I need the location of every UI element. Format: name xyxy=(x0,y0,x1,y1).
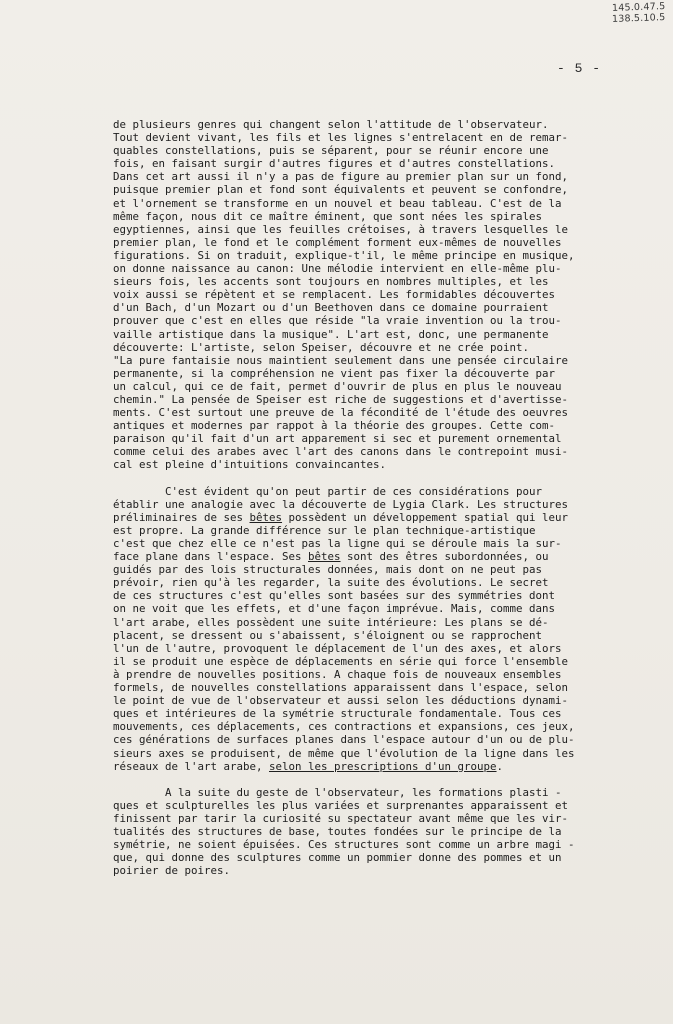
text-line: ques et sculpturelles les plus variées et surprenantes apparaissent et xyxy=(113,798,569,812)
text-line: finissent par tarir la curiosité su spectateur avant même que les vir- xyxy=(113,811,569,825)
paragraph-2 xyxy=(113,485,643,773)
paragraph-3 xyxy=(113,786,643,878)
text-line: d'un Bach, d'un Mozart ou d'un Beethoven dans ce domaine pourraient xyxy=(113,301,549,315)
text-line: poirier de poires. xyxy=(113,864,231,878)
text-line: symétrie, ne soient épuisées. Ces structures sont comme un arbre magi - xyxy=(113,838,575,852)
text-line: on donne naissance au canon: Une mélodie intervient en elle-même plu- xyxy=(113,262,562,276)
archive-mark-1: 145.0.47.5 xyxy=(611,1,666,14)
text-line: comme celui des arabes avec l'art des canons dans le contrepoint musi- xyxy=(113,445,569,459)
text-line: l'art arabe, elles possèdent une suite intérieure: Les plans se dé- xyxy=(113,615,549,629)
text-line: et l'ornement se transforme en un nouvel et beau tableau. C'est de la xyxy=(113,196,562,210)
text-line: l'un de l'autre, provoquent le déplacement de l'un des axes, et alors xyxy=(113,641,562,655)
text-line: c'est que chez elle ce n'est pas la ligne qui se déroule mais la sur- xyxy=(113,537,562,550)
text-line: formels, de nouvelles constellations apparaissent dans l'espace, selon xyxy=(113,681,569,695)
page-number: - 5 - xyxy=(557,61,602,76)
text-line: il se produit une espèce de déplacements en série qui force l'ensemble xyxy=(113,654,569,668)
text-line: un calcul, qui ce de fait, permet d'ouvrir de plus en plus le nouveau xyxy=(113,379,562,393)
text-line: de plusieurs genres qui changent selon l'attitude de l'observateur. xyxy=(113,118,549,131)
text-line: "La pure fantaisie nous maintient seulement dans une pensée circulaire xyxy=(113,353,569,367)
text-line: sieurs axes se produisent, de même que l'évolution de la ligne dans les xyxy=(113,746,575,760)
text-line: face plane dans l'espace. Ses bêtes sont des êtres subordonnées, ou xyxy=(113,550,549,564)
text-line: réseaux de l'art arabe, selon les prescriptions d'un groupe. xyxy=(113,759,504,773)
text-line: découverte: L'artiste, selon Speiser, découvre et ne crée point. xyxy=(113,340,530,354)
text-line: quables constellations, puis se séparent, pour se réunir encore une xyxy=(113,144,549,158)
underlined-text: selon les prescriptions d'un groupe xyxy=(269,759,497,773)
text-line: est propre. La grande différence sur le plan technique-artistique xyxy=(113,523,536,537)
text-line: on ne voit que les effets, et d'une façon imprévue. Mais, comme dans xyxy=(113,602,556,616)
text-line: ces générations de surfaces planes dans l'espace autour d'un ou de plu- xyxy=(113,733,575,747)
text-line: placent, se dressent ou s'abaissent, s'éloignent ou se rapprochent xyxy=(113,628,543,642)
text-line: Dans cet art aussi il n'y a pas de figure au premier plan sur un fond, xyxy=(113,170,569,184)
text-line: sieurs fois, les accents sont toujours en nombres multiples, et les xyxy=(113,275,549,289)
text-line: ments. C'est surtout une preuve de la fécondité de l'étude des oeuvres xyxy=(113,406,569,420)
underlined-text: bêtes xyxy=(308,550,341,564)
text-line: vaille artistique dans la musique". L'art est, donc, une permanente xyxy=(113,327,549,341)
text-line: figurations. Si on traduit, explique-t'il, le même principe en musique, xyxy=(113,248,575,262)
text-line: à prendre de nouvelles positions. A chaque fois de nouveaux ensembles xyxy=(113,667,562,681)
archive-reference-marks xyxy=(612,2,665,24)
text-line: ques et intérieures de la symétrie structurale fondamentale. Tous ces xyxy=(113,707,562,721)
text-line: voix aussi se répètent et se remplacent. Les formidables découvertes xyxy=(113,288,556,302)
text-line: A la suite du geste de l'observateur, les formations plasti - xyxy=(113,785,562,799)
text-line: même façon, nous dit ce maître éminent, que sont nées les spirales xyxy=(113,209,543,223)
text-line: fois, en faisant surgir d'autres figures et d'autres constellations. xyxy=(113,157,556,171)
text-line: établir une analogie avec la découverte de Lygia Clark. Les structures xyxy=(113,497,569,511)
text-line: Tout devient vivant, les fils et les lignes s'entrelacent en de remar- xyxy=(113,131,569,145)
text-line: cal est pleine d'intuitions convaincantes. xyxy=(113,458,387,472)
text-line: préliminaires de ses bêtes possèdent un développement spatial qui leur xyxy=(113,510,569,524)
text-line: premier plan, le fond et le complément forment eux-mêmes de nouvelles xyxy=(113,235,562,249)
body-text xyxy=(113,118,643,877)
text-line: antiques et modernes par rappot à la théorie des groupes. Cette com- xyxy=(113,419,556,433)
text-line: prévoir, rien qu'à les regarder, la suite des évolutions. Le secret xyxy=(113,576,549,590)
text-line: le point de vue de l'observateur et aussi selon les déductions dynami- xyxy=(113,694,569,708)
text-line: egyptiennes, ainsi que les feuilles crétoises, à travers lesquelles le xyxy=(113,222,569,236)
text-line: C'est évident qu'on peut partir de ces considérations pour xyxy=(113,484,543,498)
text-line: paraison qu'il fait d'un art apparement si sec et purement ornemental xyxy=(113,432,562,446)
text-line: que, qui donne des sculptures comme un pommier donne des pommes et un xyxy=(113,851,562,865)
text-line: permanente, si la compréhension ne vient pas fixer la découverte par xyxy=(113,366,556,380)
paragraph-gap xyxy=(113,472,643,485)
text-line: de ces structures c'est qu'elles sont basées sur des symmétries dont xyxy=(113,589,556,603)
paragraph-1 xyxy=(113,118,643,472)
text-line: tualités des structures de base, toutes fondées sur le principe de la xyxy=(113,825,562,839)
text-line: mouvements, ces déplacements, ces contractions et expansions, ces jeux, xyxy=(113,720,575,734)
underlined-text: bêtes xyxy=(249,510,283,524)
paragraph-gap xyxy=(113,773,643,786)
text-line: prouver que c'est en elles que réside "la vraie invention ou la trou- xyxy=(113,314,562,328)
text-line: guidés par des lois structurales données, mais dont on ne peut pas xyxy=(113,563,543,577)
text-line: puisque premier plan et fond sont équivalents et peuvent se confondre, xyxy=(113,183,569,197)
text-line: chemin." La pensée de Speiser est riche de suggestions et d'avertisse- xyxy=(113,392,569,406)
archive-mark-2: 138.5.10.5 xyxy=(611,12,666,25)
